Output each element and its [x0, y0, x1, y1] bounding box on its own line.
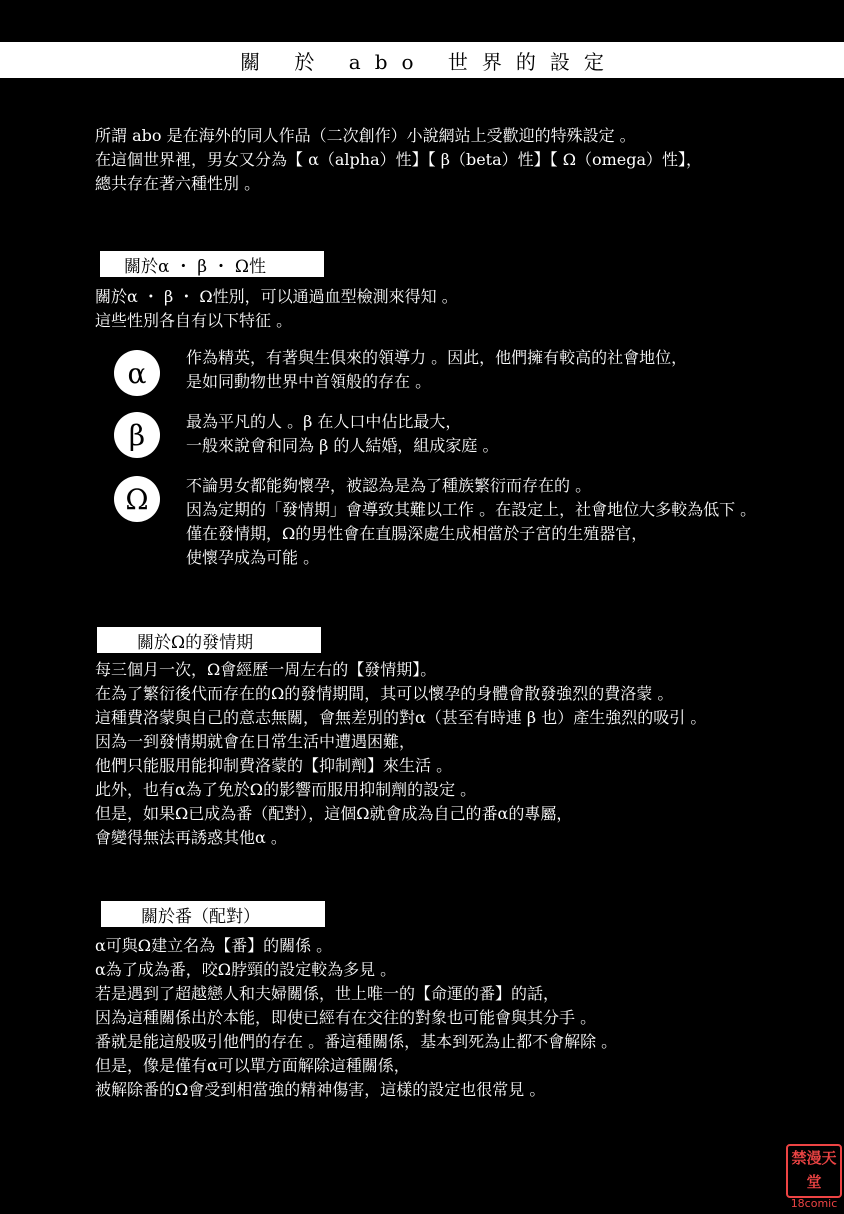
- heat-line: 在為了繁衍後代而存在的Ω的發情期間，其可以懷孕的身體會散發強烈的費洛蒙 。: [95, 684, 674, 703]
- bond-line: 番就是能這般吸引他們的存在 。番這種關係，基本到死為止都不會解除 。: [95, 1032, 618, 1051]
- beta-icon: β: [114, 412, 160, 458]
- alpha-description: [186, 346, 687, 394]
- bond-line: 被解除番的Ω會受到相當強的精神傷害，這樣的設定也很常見 。: [95, 1080, 546, 1099]
- bond-line: 因為這種關係出於本能，即使已經有在交往的對象也可能會與其分手 。: [95, 1008, 597, 1027]
- heat-line: 但是，如果Ω已成為番（配對），這個Ω就會成為自己的番α的專屬，: [95, 804, 573, 823]
- omega-line: 使懷孕成為可能 。: [186, 548, 320, 567]
- genders-intro: [95, 285, 458, 333]
- heat-line: 每三個月一次，Ω會經歷一周左右的【發情期】。: [95, 660, 437, 679]
- omega-line: 不論男女都能夠懷孕，被認為是為了種族繁衍而存在的 。: [186, 476, 592, 495]
- section-heading-text: 關於番（配對）: [141, 906, 260, 927]
- bond-line: α為了成為番，咬Ω脖頸的設定較為多見 。: [95, 960, 397, 979]
- omega-icon: Ω: [114, 476, 160, 522]
- intro-line: 總共存在著六種性別 。: [95, 174, 261, 193]
- watermark-line1: 禁漫天堂: [791, 1149, 837, 1191]
- section-heading-heat: [97, 627, 321, 653]
- section-heading-bond: [101, 901, 325, 927]
- heat-line: 他們只能服用能抑制費洛蒙的【抑制劑】來生活 。: [95, 756, 453, 775]
- alpha-line: 是如同動物世界中首領般的存在 。: [186, 372, 432, 391]
- heat-paragraph: [95, 658, 706, 850]
- heat-line: 這種費洛蒙與自己的意志無關，會無差別的對α（甚至有時連 β 也）產生強烈的吸引 。: [95, 708, 707, 727]
- beta-line: 最為平凡的人 。β 在人口中佔比最大，: [186, 412, 462, 431]
- alpha-line: 作為精英，有著與生俱來的領導力 。因此，他們擁有較高的社會地位，: [186, 348, 688, 367]
- watermark-line2: 18comic: [790, 1197, 838, 1210]
- section-heading-text: 關於Ω的發情期: [137, 632, 254, 653]
- beta-line: 一般來說會和同為 β 的人結婚，組成家庭 。: [186, 436, 499, 455]
- page-title: 關 於 abo 世界的設定: [240, 49, 618, 74]
- heat-line: 因為一到發情期就會在日常生活中遭遇困難，: [95, 732, 416, 751]
- heat-line: 此外，也有α為了免於Ω的影響而服用抑制劑的設定 。: [95, 780, 477, 799]
- bond-line: α可與Ω建立名為【番】的關係 。: [95, 936, 333, 955]
- alpha-icon: α: [114, 350, 160, 396]
- watermark-logo: [786, 1144, 842, 1210]
- omega-line: 僅在發情期，Ω的男性會在直腸深處生成相當於子宮的生殖器官，: [186, 524, 648, 543]
- intro-paragraph: [95, 124, 702, 196]
- intro-line: 所謂 abo 是在海外的同人作品（二次創作）小說網站上受歡迎的特殊設定 。: [95, 126, 636, 145]
- bond-line: 但是，像是僅有α可以單方面解除這種關係，: [95, 1056, 410, 1075]
- genders-line: 關於α ・ β ・ Ω性別，可以通過血型檢測來得知 。: [95, 287, 458, 306]
- heat-line: 會變得無法再誘惑其他α 。: [95, 828, 287, 847]
- section-heading-genders: [100, 251, 324, 277]
- section-heading-text: 關於α ・ β ・ Ω性: [124, 256, 267, 277]
- page-title-bar: [0, 42, 844, 78]
- bond-paragraph: [95, 934, 617, 1102]
- omega-line: 因為定期的「發情期」會導致其難以工作 。在設定上，社會地位大多較為低下 。: [186, 500, 757, 519]
- beta-description: [186, 410, 499, 458]
- genders-line: 這些性別各自有以下特征 。: [95, 311, 293, 330]
- omega-description: [186, 474, 756, 570]
- intro-line: 在這個世界裡，男女又分為【 α（alpha）性】【 β（beta）性】【 Ω（omega）性】，: [95, 150, 703, 169]
- bond-line: 若是遇到了超越戀人和夫婦關係，世上唯一的【命運的番】的話，: [95, 984, 560, 1003]
